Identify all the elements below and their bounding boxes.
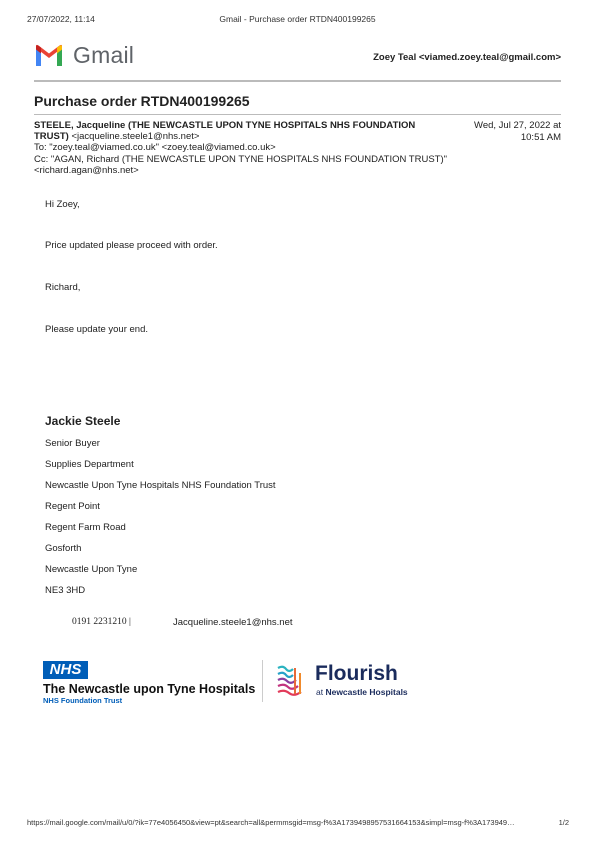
- gmail-logo-icon: [34, 44, 64, 68]
- from-name: STEELE, Jacqueline (THE NEWCASTLE UPON TYNE HOSPITALS NHS FOUNDATION: [34, 120, 416, 131]
- signature-line: Regent Farm Road: [45, 522, 126, 533]
- cc-line: Cc: "AGAN, Richard (THE NEWCASTLE UPON TYNE HOSPITALS NHS FOUNDATION TRUST)": [34, 154, 448, 165]
- signature-name: Jackie Steele: [45, 414, 121, 428]
- email-date: [474, 120, 561, 143]
- from-name-cont: TRUST): [34, 131, 69, 142]
- cc-address: <richard.agan@nhs.net>: [34, 165, 139, 176]
- footer-page-number: 1/2: [558, 818, 569, 827]
- signature-line: Newcastle Upon Tyne: [45, 564, 138, 575]
- signature-line: Gosforth: [45, 543, 82, 554]
- footer-url: https://mail.google.com/mail/u/0/?ik=77e4056450&view=pt&search=all&permmsgid=msg-f%3A1739498957531664153&simpl=msg-f%3A173949…: [27, 818, 515, 827]
- email-date-day: Wed, Jul 27, 2022 at: [474, 120, 561, 131]
- body-greeting: Hi Zoey,: [45, 199, 80, 210]
- print-page-title: Gmail - Purchase order RTDN400199265: [219, 14, 376, 24]
- from-line-2: [34, 131, 199, 143]
- signature-email-link[interactable]: Jacqueline.steele1@nhs.net: [173, 617, 293, 628]
- nhs-logo-icon: NHS: [43, 661, 88, 679]
- to-line: To: "zoey.teal@viamed.co.uk" <zoey.teal@viamed.co.uk>: [34, 142, 276, 153]
- print-datetime: 27/07/2022, 11:14: [27, 14, 95, 24]
- flourish-subtitle: at Newcastle Hospitals: [316, 687, 408, 697]
- from-address: <jacqueline.steele1@nhs.net>: [68, 131, 200, 142]
- body-line-2: Please update your end.: [45, 324, 148, 335]
- signature-line: NE3 3HD: [45, 585, 86, 596]
- flourish-brand: Flourish: [315, 662, 398, 685]
- signature-phone: 0191 2231210 |: [72, 617, 131, 627]
- subject-divider: [34, 114, 561, 115]
- body-signoff: Richard,: [45, 282, 81, 293]
- nhs-foundation-trust: NHS Foundation Trust: [43, 696, 123, 705]
- flourish-logo-icon: [275, 664, 309, 698]
- body-line-1: Price updated please proceed with order.: [45, 240, 218, 251]
- header-divider: [34, 80, 561, 82]
- email-subject: Purchase order RTDN400199265: [34, 93, 250, 109]
- signature-line: Supplies Department: [45, 459, 134, 470]
- signature-line: Senior Buyer: [45, 438, 100, 449]
- flourish-subtitle-org: Newcastle Hospitals: [325, 687, 408, 697]
- signature-line: Newcastle Upon Tyne Hospitals NHS Foundation Trust: [45, 480, 276, 491]
- account-label: Zoey Teal <viamed.zoey.teal@gmail.com>: [373, 52, 561, 63]
- logo-divider: [262, 660, 263, 702]
- gmail-brand: Gmail: [73, 42, 135, 68]
- nhs-trust-name: The Newcastle upon Tyne Hospitals: [43, 682, 256, 696]
- from-line-1: [34, 120, 415, 132]
- email-date-time: 10:51 AM: [520, 131, 561, 143]
- signature-line: Regent Point: [45, 501, 100, 512]
